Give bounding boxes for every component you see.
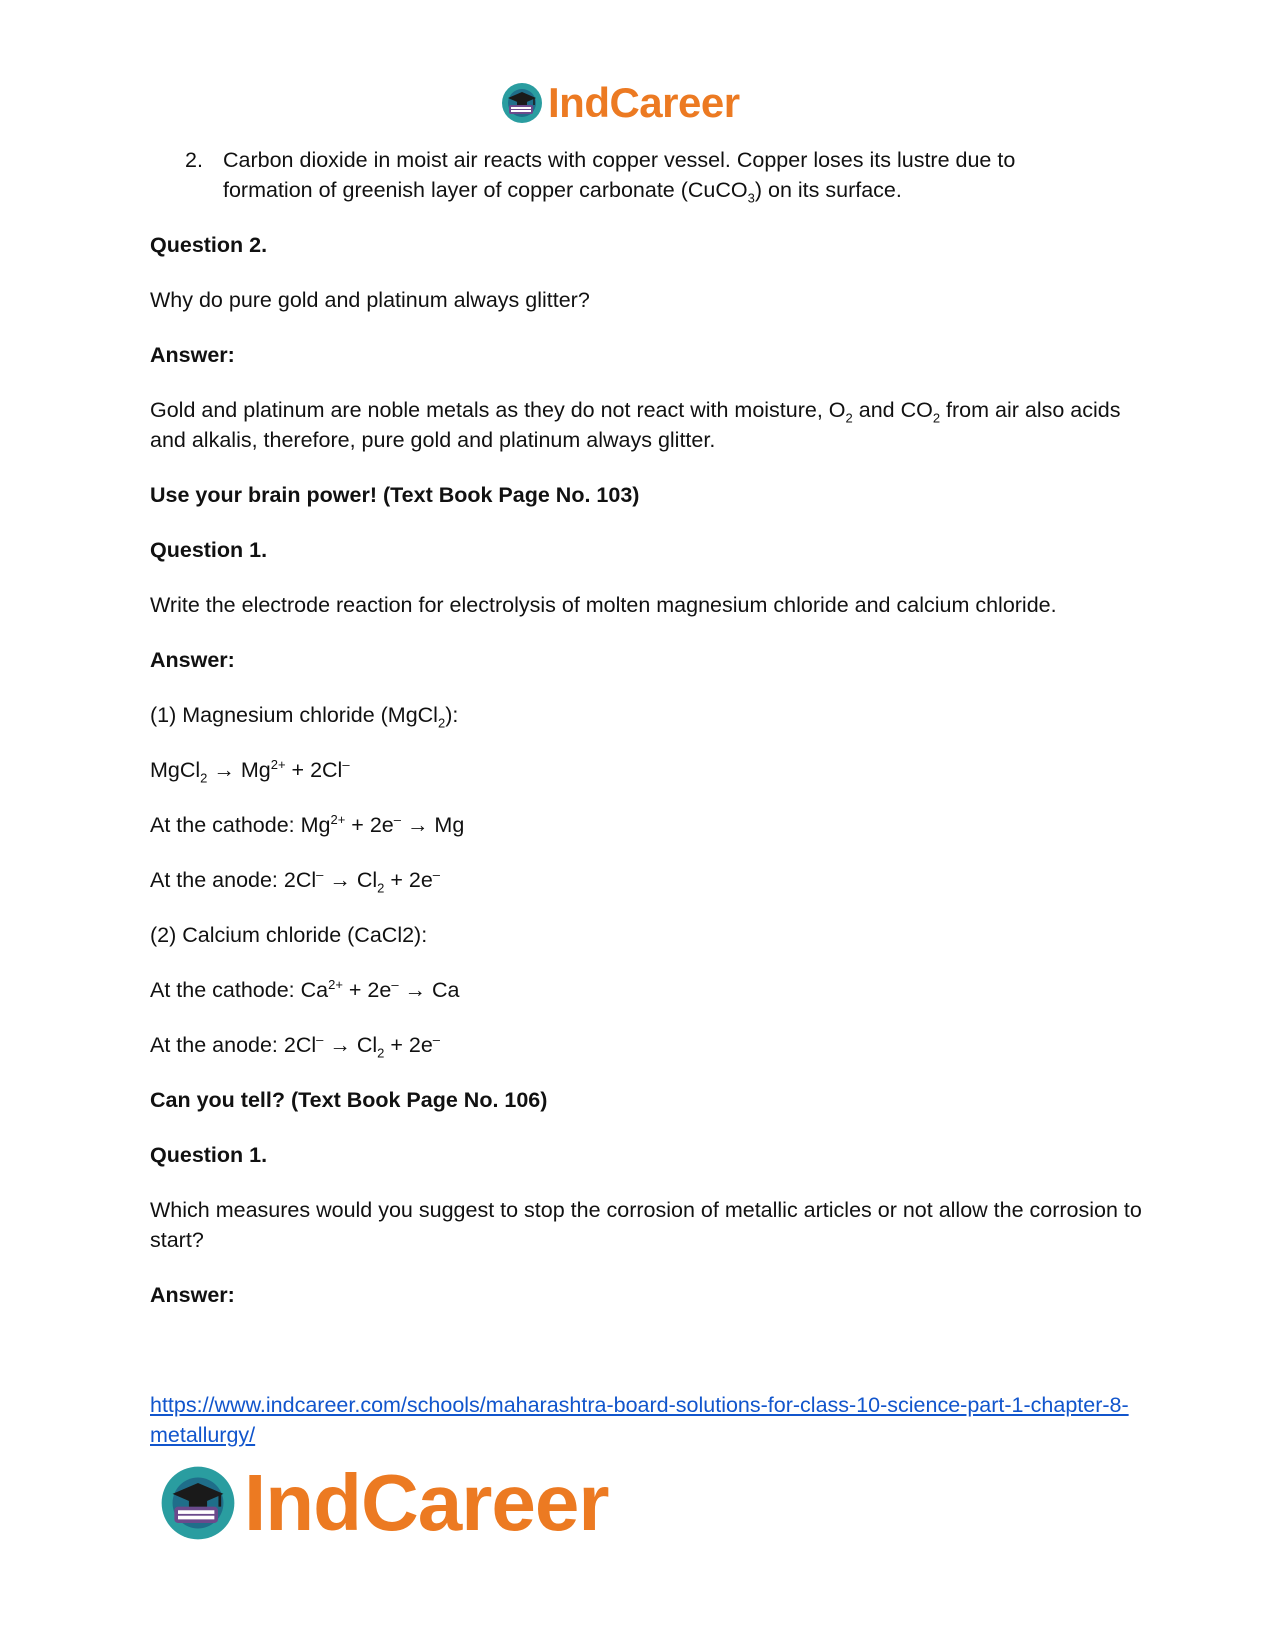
question-heading: Question 1. — [150, 1143, 268, 1167]
answer-label: Answer: — [150, 343, 235, 367]
question-text: Write the electrode reaction for electrolysis of molten magnesium chloride and calcium chloride. — [150, 593, 1057, 617]
answer-label: Answer: — [150, 648, 235, 672]
magnesium-title: (1) Magnesium chloride (MgCl$_2$): — [150, 703, 459, 731]
magnesium-dissociation-equation: MgCl$_2$ → $Mg^{2+} + 2Cl^-$ — [150, 756, 350, 786]
calcium-anode-reaction: At the anode: $2Cl^- \to Cl_2 + 2e^-$ — [150, 1031, 441, 1061]
list-item-number: 2. — [185, 148, 203, 172]
answer-label: Answer: — [150, 1283, 235, 1307]
graduation-cap-book-icon — [500, 81, 544, 125]
section-heading: Can you tell? (Text Book Page No. 106) — [150, 1088, 548, 1112]
question-text: Which measures would you suggest to stop the corrosion of metallic articles or not allow the corrosion to start? — [150, 1198, 1142, 1252]
footer-logo — [158, 1458, 609, 1547]
header-logo-text: IndCareer — [548, 79, 740, 126]
question-heading: Question 2. — [150, 233, 268, 257]
magnesium-cathode-reaction: At the cathode: $Mg^{2+} + 2e^- \to Mg$ — [150, 811, 465, 837]
list-item — [185, 145, 1150, 205]
answer-text: Gold and platinum are noble metals as they do not react with moisture, $O_2$ and $CO_2$ from air also acids and alkalis, therefore, pure gold and platinum always glitter. — [150, 398, 1121, 452]
question-heading: Question 1. — [150, 538, 268, 562]
magnesium-anode-reaction: At the anode: $2Cl^- \to Cl_2 + 2e^-$ — [150, 866, 441, 896]
document-body — [150, 145, 1150, 1335]
question-text: Why do pure gold and platinum always glitter? — [150, 288, 590, 312]
calcium-title: (2) Calcium chloride (CaCl2): — [150, 923, 428, 947]
graduation-cap-book-icon — [158, 1463, 238, 1543]
list-item-text: Carbon dioxide in moist air reacts with copper vessel. Copper loses its lustre due to formation of greenish layer of copper carbonate (CuCO$_3$) on its surface. — [223, 148, 1016, 206]
header-logo — [500, 80, 740, 126]
section-heading: Use your brain power! (Text Book Page No. 103) — [150, 483, 640, 507]
source-link[interactable]: https://www.indcareer.com/schools/maharashtra-board-solutions-for-class-10-science-part-1-chapter-8-metallurgy/ — [150, 1393, 1129, 1447]
calcium-cathode-reaction: At the cathode: $Ca^{2+} + 2e^- \to Ca$ — [150, 976, 460, 1002]
footer-logo-text: IndCareer — [244, 1458, 609, 1547]
